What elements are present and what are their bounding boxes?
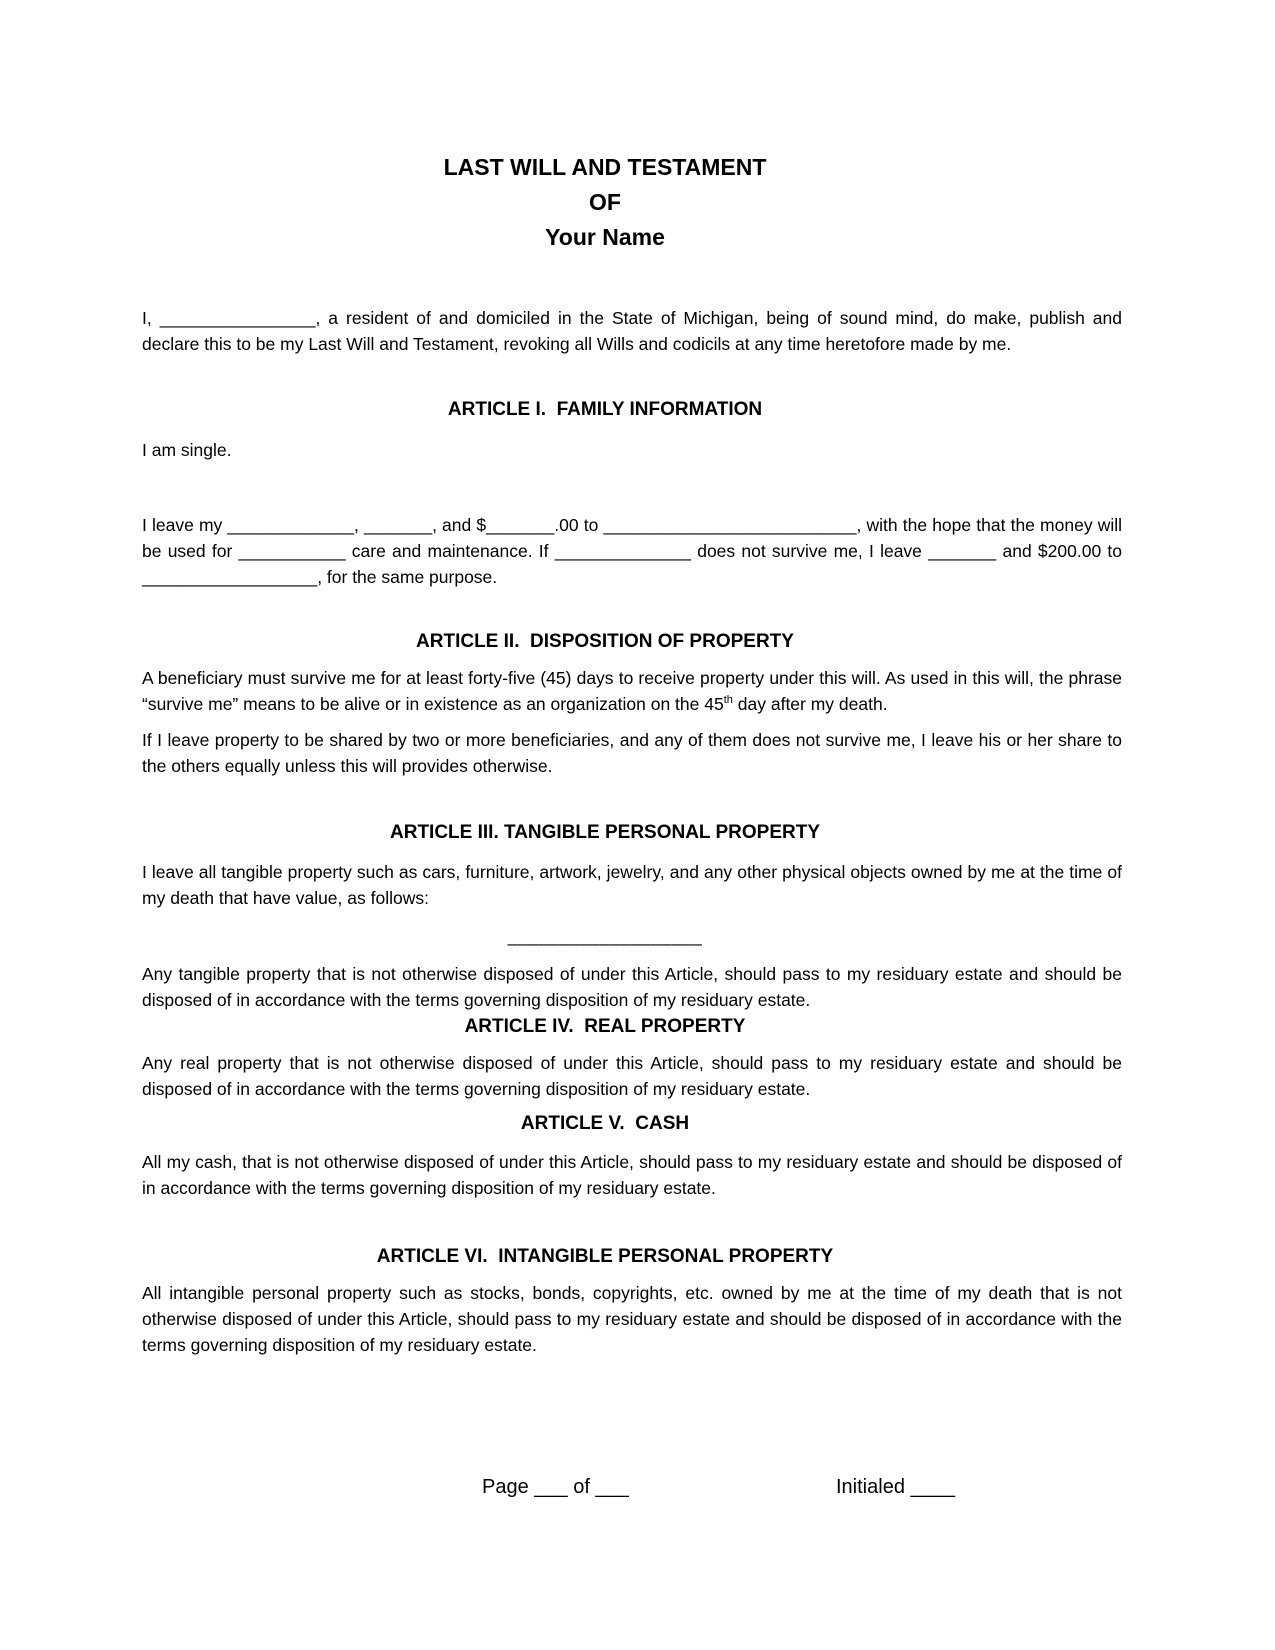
page-footer xyxy=(142,1474,1122,1504)
cash-paragraph: All my cash, that is not otherwise disposed of under this Article, should pass to my residuary estate and should be disposed of in accordance with the terms governing disposition of my residuary estate. xyxy=(142,1152,1122,1198)
intangible-property-paragraph: All intangible personal property such as stocks, bonds, copyrights, etc. owned by me at the time of my death that is not otherwise disposed of under this Article, should pass to my residuary estate and should be disposed of in accordance with the terms governing disposition of my residuary estate. xyxy=(142,1283,1122,1355)
bequest-paragraph: I leave my _____________, _______, and $_______.00 to __________________________, with the hope that the money will be used for ___________ care and maintenance. If ______________ does not survive me, I leave _______ and $200.00 to __________________, for the same purpose. xyxy=(142,515,1122,587)
testator-name: Your Name xyxy=(545,224,665,250)
opening-declaration-paragraph: I, ________________, a resident of and domiciled in the State of Michigan, being of sound mind, do make, publish and declare this to be my Last Will and Testament, revoking all Wills and codicils at any time heretofore made by me. xyxy=(142,308,1122,354)
article-iv-heading: ARTICLE IV. REAL PROPERTY xyxy=(464,1016,746,1037)
tangible-residuary-paragraph: Any tangible property that is not otherwise disposed of under this Article, should pass to my residuary estate and should be disposed of in accordance with the terms governing disposition of my residuary estate. xyxy=(142,964,1122,1010)
marital-status-statement: I am single. xyxy=(142,440,232,460)
article-iii-heading: ARTICLE III. TANGIBLE PERSONAL PROPERTY xyxy=(390,822,820,843)
document-content xyxy=(142,150,1122,1504)
survivorship-text-pre: A beneficiary must survive me for at least forty-five (45) days to receive property under this will. As used in this will, the phrase “survive me” means to be alive or in existence as an organization on the 45 xyxy=(142,668,1122,714)
document-title: LAST WILL AND TESTAMENT xyxy=(443,154,767,180)
initialed-label: Initialed ____ xyxy=(836,1476,955,1498)
survivorship-text-post: day after my death. xyxy=(732,694,888,714)
shared-property-paragraph: If I leave property to be shared by two or more beneficiaries, and any of them does not survive me, I leave his or her share to the others equally unless this will provides otherwise. xyxy=(142,730,1122,776)
real-property-paragraph: Any real property that is not otherwise disposed of under this Article, should pass to my residuary estate and should be disposed of in accordance with the terms governing disposition of my residuary estate. xyxy=(142,1053,1122,1099)
page-number-label: Page ___ of ___ xyxy=(482,1476,629,1498)
document-title-of: OF xyxy=(589,189,621,215)
tangible-property-blank-line: ___________________ xyxy=(507,926,703,946)
article-vi-heading: ARTICLE VI. INTANGIBLE PERSONAL PROPERTY xyxy=(376,1246,834,1267)
article-v-heading: ARTICLE V. CASH xyxy=(520,1113,690,1134)
ordinal-superscript: th xyxy=(723,694,733,707)
survivorship-paragraph xyxy=(142,665,1122,717)
article-ii-heading: ARTICLE II. DISPOSITION OF PROPERTY xyxy=(416,631,794,652)
tangible-property-paragraph: I leave all tangible property such as cars, furniture, artwork, jewelry, and any other physical objects owned by me at the time of my death that have value, as follows: xyxy=(142,862,1122,908)
document-title-block xyxy=(142,150,1068,255)
article-i-heading: ARTICLE I. FAMILY INFORMATION xyxy=(447,399,763,420)
